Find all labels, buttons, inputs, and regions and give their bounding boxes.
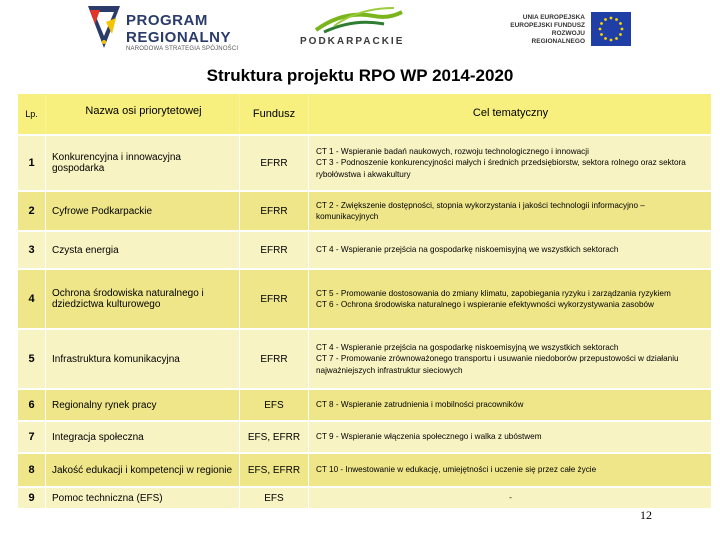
program-regionalny-emblem-icon xyxy=(86,4,122,50)
goal-line: CT 4 - Wspieranie przejścia na gospodarkę niskoemisyjną we wszystkich sektorach xyxy=(316,342,619,352)
row-goal xyxy=(309,136,711,190)
goal-line: CT 10 - Inwestowanie w edukację, umiejętności i uczenie się przez całe życie xyxy=(316,465,597,475)
table-row xyxy=(18,136,711,190)
goal-line: CT 3 - Podnoszenie konkurencyjności małych i średnich przedsiębiorstw, sektora rolnego oraz sektora rybołówstwa i akwakultury xyxy=(316,158,686,179)
row-lp: 2 xyxy=(18,192,45,230)
header-lp: Lp. xyxy=(18,94,45,134)
row-goal xyxy=(309,232,711,268)
row-goal xyxy=(309,422,711,452)
table-row xyxy=(18,232,711,268)
row-lp: 5 xyxy=(18,330,45,388)
eu-logo xyxy=(505,12,635,48)
eu-flag-icon xyxy=(591,12,631,46)
goal-line: CT 2 - Zwiększenie dostępności, stopnia wykorzystania i jakości technologii informacyjno – komunikacyjnych xyxy=(316,200,645,221)
row-goal xyxy=(309,454,711,486)
row-name: Czysta energia xyxy=(46,232,239,268)
row-goal xyxy=(309,390,711,420)
row-lp: 6 xyxy=(18,390,45,420)
row-name: Pomoc techniczna (EFS) xyxy=(46,488,239,508)
row-name: Regionalny rynek pracy xyxy=(46,390,239,420)
goal-line: CT 6 - Ochrona środowiska naturalnego i wspieranie efektywności wykorzystywania zasobów xyxy=(316,300,654,309)
row-goal xyxy=(309,330,711,388)
row-lp: 8 xyxy=(18,454,45,486)
podkarpackie-logo xyxy=(300,6,420,50)
row-name: Ochrona środowiska naturalnego i dziedzictwa kulturowego xyxy=(46,270,239,328)
page-title: Struktura projektu RPO WP 2014-2020 xyxy=(206,66,514,85)
goal-line: CT 5 - Promowanie dostosowania do zmiany klimatu, zapobiegania ryzyku i zarządzania ryzykiem xyxy=(316,288,671,298)
row-fund: EFS xyxy=(240,390,308,420)
row-fund: EFRR xyxy=(240,330,308,388)
program-regionalny-logo xyxy=(86,4,246,54)
row-name: Konkurencyjna i innowacyjna gospodarka xyxy=(46,136,239,190)
table-header-row xyxy=(18,94,711,134)
header-goal: Cel tematyczny xyxy=(309,94,711,134)
table-row xyxy=(18,330,711,388)
row-lp: 9 xyxy=(18,488,45,508)
row-name: Infrastruktura komunikacyjna xyxy=(46,330,239,388)
row-name: Jakość edukacji i kompetencji w regionie xyxy=(46,454,239,486)
eu-logo-line1: UNIA EUROPEJSKA xyxy=(522,14,585,21)
table-row xyxy=(18,488,711,508)
row-lp: 1 xyxy=(18,136,45,190)
goal-line: CT 1 - Wspieranie badań naukowych, rozwoju technologicznego i innowacji xyxy=(316,146,589,156)
eu-logo-text xyxy=(505,14,585,46)
row-fund: EFS xyxy=(240,488,308,508)
row-goal xyxy=(309,192,711,230)
logo-left-line2: REGIONALNY xyxy=(126,29,232,46)
logo-left-line3: NARODOWA STRATEGIA SPÓJNOŚCI xyxy=(126,46,239,52)
row-name: Cyfrowe Podkarpackie xyxy=(46,192,239,230)
row-fund: EFS, EFRR xyxy=(240,454,308,486)
goal-line: CT 7 - Promowanie zrównoważonego transportu i usuwanie niedoborów przepustowości w działaniu najważniejszych infrastruktur sieciowych xyxy=(316,354,679,375)
row-name: Integracja społeczna xyxy=(46,422,239,452)
hills-icon xyxy=(314,6,404,34)
table-row xyxy=(18,422,711,452)
row-fund: EFRR xyxy=(240,192,308,230)
row-fund: EFRR xyxy=(240,232,308,268)
row-lp: 3 xyxy=(18,232,45,268)
logo-left-line1: PROGRAM xyxy=(126,12,208,29)
row-goal xyxy=(309,488,711,508)
eu-logo-line2: EUROPEJSKI FUNDUSZ xyxy=(510,22,585,29)
table-row xyxy=(18,192,711,230)
row-fund: EFRR xyxy=(240,270,308,328)
eu-logo-line3: ROZWOJU REGIONALNEGO xyxy=(531,30,585,45)
goal-line: - xyxy=(509,493,512,503)
header-fund: Fundusz xyxy=(240,94,308,134)
row-fund: EFRR xyxy=(240,136,308,190)
table-row xyxy=(18,270,711,328)
row-fund: EFS, EFRR xyxy=(240,422,308,452)
podkarpackie-text: PODKARPACKIE xyxy=(300,36,405,47)
page-number: 12 xyxy=(640,508,652,522)
goal-line: CT 4 - Wspieranie przejścia na gospodarkę niskoemisyjną we wszystkich sektorach xyxy=(316,245,619,255)
row-goal xyxy=(309,270,711,328)
header-name: Nazwa osi priorytetowej xyxy=(46,94,239,134)
table-row xyxy=(18,390,711,420)
row-lp: 7 xyxy=(18,422,45,452)
row-lp: 4 xyxy=(18,270,45,328)
goal-line: CT 9 - Wspieranie włączenia społecznego i walka z ubóstwem xyxy=(316,432,542,442)
table-row xyxy=(18,454,711,486)
goal-line: CT 8 - Wspieranie zatrudnienia i mobilności pracowników xyxy=(316,400,524,410)
